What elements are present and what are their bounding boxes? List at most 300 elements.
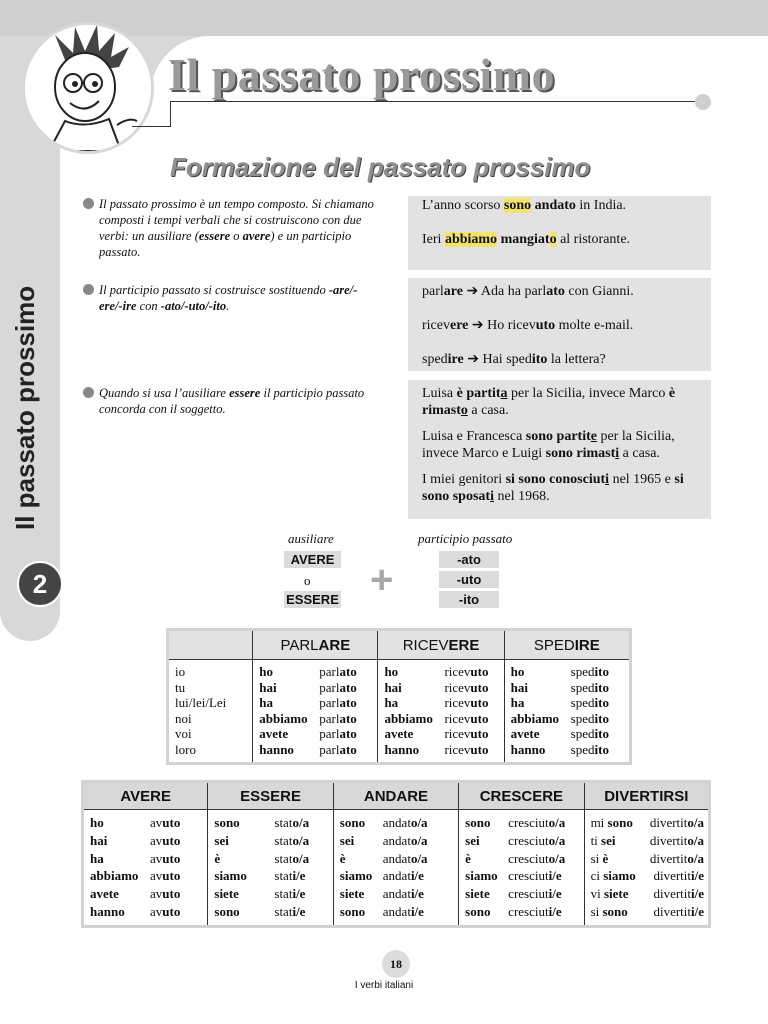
- text-segment: Luisa: [422, 386, 457, 401]
- conjugation-line: [465, 814, 579, 832]
- auxiliary: è: [465, 850, 471, 866]
- auxiliary: avete: [259, 726, 289, 742]
- bold-text: ito: [531, 352, 548, 367]
- pronoun: loro: [175, 741, 196, 757]
- table-header-andare: ANDARE: [333, 782, 458, 810]
- participle-ending: uto: [162, 850, 181, 866]
- bold-text: essere: [198, 229, 231, 243]
- aux-essere-box: ESSERE: [284, 591, 341, 608]
- auxiliary: sei: [601, 832, 616, 848]
- rule-3: [85, 385, 375, 417]
- table-header-avere: AVERE: [83, 782, 208, 810]
- pronoun-column: [168, 660, 253, 764]
- participle-stem: av: [150, 850, 163, 866]
- conjugation-line: [465, 850, 579, 868]
- participle-stem: ricev: [444, 664, 471, 679]
- conjugation-line: [259, 726, 377, 742]
- example-sentence: [422, 351, 701, 368]
- bullet-icon: [83, 198, 94, 209]
- participle-ending: i/e: [410, 868, 424, 884]
- conjugation-line: [591, 814, 704, 832]
- conjugation-column: [208, 810, 333, 927]
- rule-2: [85, 282, 375, 314]
- auxiliary: sono: [339, 815, 366, 830]
- conjugation-line: [511, 680, 629, 696]
- bullet-icon: [83, 387, 94, 398]
- participle-ending: i/e: [292, 868, 306, 884]
- conjugation-line: [90, 885, 203, 903]
- participle-stem: stat: [274, 850, 293, 866]
- auxiliary: ha: [259, 695, 273, 711]
- participle-ending: uto: [470, 741, 489, 757]
- participle-stem: divertit: [653, 903, 691, 919]
- example-sentence: [422, 317, 701, 334]
- bold-text: are: [443, 284, 463, 299]
- rule-text: [85, 385, 375, 417]
- participle-stem: ricev: [444, 741, 471, 757]
- text-segment: nel 1968.: [493, 489, 550, 504]
- auxiliary: siete: [603, 886, 629, 902]
- spacer: [633, 814, 650, 832]
- example-sentence: [422, 197, 701, 214]
- conjugation-table-regular: [166, 628, 632, 765]
- spacer: [628, 903, 654, 921]
- conjugation-line: [259, 711, 377, 727]
- table-header-row: [83, 782, 710, 810]
- chapter-number-badge: 2: [17, 561, 63, 607]
- conjugation-line: [90, 867, 203, 885]
- auxiliary: siete: [339, 886, 365, 902]
- auxiliary: avete: [384, 726, 414, 742]
- title-underline: [170, 101, 703, 102]
- bold-text: è partit: [456, 386, 501, 401]
- conjugation-line: [591, 867, 704, 885]
- title-connector-horizontal: [132, 126, 171, 127]
- spacer: [616, 832, 650, 850]
- example-sentence: [422, 471, 701, 505]
- participle-ending: ato: [339, 664, 357, 679]
- reflexive-pronoun: ci: [590, 868, 604, 884]
- participle-ending: i/e: [410, 903, 424, 919]
- table-header-spedire: [504, 630, 630, 660]
- participle-stem: andat: [382, 832, 411, 848]
- auxiliary: siamo: [214, 868, 247, 884]
- participle-stem: cresciut: [508, 886, 549, 902]
- participle-label: participio passato: [418, 531, 513, 546]
- auxiliary: hai: [510, 679, 528, 695]
- text-segment: per la Sicilia, invece Marco: [507, 386, 669, 401]
- participle-ending: ato: [339, 679, 357, 695]
- participle-ending: o/a: [687, 815, 704, 830]
- header-ending: ARE: [318, 636, 351, 654]
- auxiliary: siamo: [465, 868, 498, 884]
- participle-ending: i/e: [548, 868, 562, 884]
- participle-stem: cresciut: [508, 832, 549, 848]
- participle-ending: o/a: [687, 832, 704, 848]
- participle-ending: ito: [594, 741, 609, 757]
- auxiliary: hanno: [384, 741, 420, 757]
- participle-stem: andat: [382, 903, 411, 919]
- conjugation-line: [340, 832, 454, 850]
- auxiliary: sono: [607, 815, 633, 830]
- participle-ending: ato: [339, 710, 357, 726]
- text-segment: al ristorante.: [556, 232, 631, 247]
- participle-ending: o/a: [410, 850, 428, 866]
- conjugation-line: [90, 903, 203, 921]
- text-segment: in India.: [575, 198, 627, 213]
- conjugation-line: [384, 664, 503, 680]
- conjugation-line: [175, 664, 252, 680]
- conjugation-line: [214, 832, 328, 850]
- conjugation-line: [511, 664, 629, 680]
- conjugation-line: [175, 726, 252, 742]
- bold-text: ato: [546, 284, 565, 299]
- participle-stem: stat: [274, 903, 293, 919]
- bold-text: si sono sposat: [422, 472, 684, 504]
- participle-stem: av: [150, 868, 163, 884]
- bold-text: i: [605, 472, 610, 487]
- participle-ending: o/a: [292, 850, 310, 866]
- conjugation-line: [175, 680, 252, 696]
- conjugation-line: [90, 814, 203, 832]
- participle-stem: av: [150, 903, 163, 919]
- bold-text: -are/-ere/-ire: [99, 283, 358, 313]
- participle-stem: sped: [570, 679, 595, 695]
- participle-ending: i/e: [691, 868, 704, 884]
- auxiliary: hanno: [90, 903, 125, 919]
- pronoun: voi: [175, 726, 192, 742]
- participle-ending: uto: [162, 832, 181, 848]
- participle-ending: uto: [470, 695, 489, 711]
- text-segment: Quando si usa l’ausiliare: [99, 386, 230, 400]
- auxiliary: hai: [90, 832, 108, 848]
- plus-icon: +: [370, 558, 394, 602]
- auxiliary: è: [602, 850, 609, 866]
- participle-ending: ato: [339, 741, 357, 757]
- conjugation-line: [384, 711, 503, 727]
- conjugation-line: [511, 695, 629, 711]
- auxiliary: siete: [214, 886, 239, 902]
- participle-stem: divertit: [649, 850, 688, 866]
- conjugation-column: [83, 810, 208, 927]
- pronoun: lui/lei/Lei: [175, 695, 227, 711]
- participle-stem: av: [150, 886, 163, 902]
- participle-ending: o/a: [548, 832, 566, 848]
- example-box-3: [408, 380, 711, 519]
- conjugation-line: [340, 885, 454, 903]
- bold-text: mangiat: [500, 232, 550, 247]
- table-header-crescere: CRESCERE: [459, 782, 584, 810]
- participle-ending: o/a: [548, 850, 566, 866]
- conjugation-line: [465, 867, 579, 885]
- participle-ending: uto: [162, 886, 181, 902]
- spacer: [608, 850, 650, 868]
- auxiliary: sono: [602, 903, 628, 919]
- participle-ending: i/e: [548, 886, 562, 902]
- conjugation-column: [378, 660, 504, 764]
- text-segment: il participio passato concorda con il soggetto.: [99, 386, 365, 416]
- text-segment: parl: [422, 284, 444, 299]
- conjugation-line: [214, 814, 328, 832]
- table-header-divertirsi: DIVERTIRSI: [584, 782, 709, 810]
- auxiliary: sei: [465, 832, 480, 848]
- participle-stem: parl: [319, 695, 340, 711]
- text-segment: con: [136, 299, 161, 313]
- conjugation-line: [259, 664, 377, 680]
- text-segment: con Gianni.: [564, 284, 634, 299]
- text-segment: L’anno scorso: [422, 198, 504, 213]
- text-segment: sped: [422, 352, 448, 367]
- reflexive-pronoun: mi: [590, 815, 608, 830]
- participle-stem: andat: [382, 850, 411, 866]
- bold-text: a: [500, 386, 508, 401]
- participle-stem: ricev: [444, 679, 471, 695]
- side-label: Il passato prossimo: [10, 285, 40, 530]
- participle-stem: andat: [382, 815, 411, 830]
- conjugation-line: [214, 867, 328, 885]
- highlighted-text: sono: [503, 198, 532, 213]
- auxiliary: abbiamo: [259, 710, 308, 726]
- auxiliary: siamo: [603, 868, 636, 884]
- auxiliary: abbiamo: [384, 710, 433, 726]
- participle-stem: ricev: [444, 726, 471, 742]
- participle-stem: divertit: [649, 832, 688, 848]
- table-header-essere: ESSERE: [208, 782, 333, 810]
- auxiliary: hai: [384, 679, 402, 695]
- ending-ato-box: -ato: [439, 551, 499, 568]
- bold-text: andato: [534, 198, 576, 213]
- participle-ending: i/e: [691, 886, 704, 902]
- reflexive-pronoun: ti: [590, 832, 602, 848]
- text-segment: ➔ Hai sped: [463, 352, 532, 367]
- bold-text: uto: [535, 318, 556, 333]
- conjugation-line: [259, 742, 377, 758]
- conjugation-line: [90, 850, 203, 868]
- text-segment: molte e-mail.: [555, 318, 634, 333]
- auxiliary: sono: [465, 815, 491, 830]
- participle-ending: uto: [470, 710, 489, 726]
- participle-stem: stat: [274, 832, 293, 848]
- participle-stem: parl: [319, 679, 340, 695]
- auxiliary: ho: [259, 664, 273, 679]
- auxiliary: hanno: [510, 741, 546, 757]
- bold-text: ire: [447, 352, 464, 367]
- participle-ending: uto: [470, 679, 489, 695]
- participle-ending: i/e: [292, 886, 306, 902]
- highlighted-text: abbiamo: [444, 232, 498, 247]
- spacer: [636, 867, 654, 885]
- conjugation-line: [511, 726, 629, 742]
- participle-stem: sped: [570, 726, 595, 742]
- table-header-ricevere: [378, 630, 504, 660]
- conjugation-line: [591, 885, 704, 903]
- table-row: [83, 810, 710, 927]
- conjugation-column: [333, 810, 458, 927]
- title-dot: [695, 94, 711, 110]
- participle-stem: av: [150, 815, 163, 830]
- bold-text: ere: [449, 318, 469, 333]
- pronoun: io: [175, 664, 186, 679]
- conjugation-line: [175, 711, 252, 727]
- pronoun: noi: [175, 710, 192, 726]
- auxiliary: ho: [384, 664, 399, 679]
- text-segment: a casa.: [467, 403, 509, 418]
- ending-ito-box: -ito: [439, 591, 499, 608]
- participle-ending: o/a: [292, 832, 310, 848]
- auxiliary: hanno: [259, 741, 294, 757]
- bold-text: avere: [242, 229, 271, 243]
- bold-text: o: [460, 403, 468, 418]
- conjugation-line: [340, 814, 454, 832]
- conjugation-line: [175, 742, 252, 758]
- bold-text: sono partit: [525, 429, 591, 444]
- participle-stem: andat: [382, 886, 411, 902]
- example-box-1: [408, 196, 711, 270]
- conjugation-line: [259, 695, 377, 711]
- conjugation-line: [591, 903, 704, 921]
- participle-ending: i/e: [410, 886, 424, 902]
- participle-stem: sped: [570, 664, 595, 679]
- cartoon-character-image: [22, 22, 154, 154]
- table-row: [168, 660, 631, 764]
- text-segment: Luisa e Francesca: [422, 429, 526, 444]
- text-segment: o: [230, 229, 243, 243]
- participle-stem: ricev: [444, 710, 471, 726]
- section-subtitle: Formazione del passato prossimo: [170, 152, 591, 182]
- conjugation-line: [259, 680, 377, 696]
- aux-avere-box: AVERE: [284, 551, 341, 568]
- conjugation-table-verbs: [81, 780, 711, 928]
- participle-stem: av: [150, 832, 163, 848]
- ending-uto-box: -uto: [439, 571, 499, 588]
- bold-text: si sono conosciut: [505, 472, 606, 487]
- example-sentence: [422, 385, 701, 419]
- conjugation-line: [90, 832, 203, 850]
- participle-ending: o/a: [292, 815, 310, 830]
- rule-text: [85, 196, 375, 260]
- auxiliary: siete: [465, 886, 490, 902]
- conjugation-line: [340, 903, 454, 921]
- conjugation-line: [214, 885, 328, 903]
- text-segment: per la Sicilia, invece Marco e Luigi: [422, 429, 675, 461]
- auxiliary-label: ausiliare: [288, 531, 334, 546]
- auxiliary: sono: [214, 815, 240, 830]
- auxiliary: siamo: [339, 868, 373, 884]
- header-stem: SPED: [533, 636, 575, 654]
- participle-stem: parl: [319, 710, 340, 726]
- conjugation-column: [459, 810, 584, 927]
- text-segment: a casa.: [619, 446, 660, 461]
- bold-text: è rimast: [422, 386, 676, 418]
- rule-1: [85, 196, 375, 260]
- participle-ending: ato: [339, 726, 357, 742]
- participle-stem: sped: [570, 741, 595, 757]
- participle-ending: i/e: [292, 903, 306, 919]
- text-segment: Il participio passato si costruisce sostituendo: [99, 283, 329, 297]
- text-segment: Il passato prossimo è un tempo composto. Si chiamano composti i tempi verbali che si costruiscono con due verbi: un ausiliare (: [99, 197, 374, 243]
- conjugation-line: [175, 695, 252, 711]
- text-segment: Ieri: [422, 232, 445, 247]
- participle-stem: cresciut: [508, 850, 549, 866]
- auxiliary: è: [214, 850, 221, 866]
- reflexive-pronoun: si: [590, 850, 603, 866]
- participle-stem: sped: [570, 710, 595, 726]
- participle-stem: stat: [274, 886, 293, 902]
- auxiliary: ha: [510, 695, 525, 711]
- highlighted-text: o: [549, 232, 557, 247]
- auxiliary: avete: [510, 726, 540, 742]
- conjugation-line: [384, 726, 503, 742]
- text-segment: .: [226, 299, 230, 313]
- participle-stem: parl: [319, 664, 340, 679]
- header-ending: IRE: [574, 636, 600, 654]
- participle-stem: stat: [274, 868, 293, 884]
- participle-ending: uto: [470, 726, 489, 742]
- participle-ending: o/a: [410, 832, 428, 848]
- participle-ending: uto: [162, 815, 181, 830]
- rule-text: [85, 282, 375, 314]
- text-segment: la lettera?: [547, 352, 606, 367]
- participle-stem: cresciut: [508, 903, 549, 919]
- text-segment: ➔ Ho ricev: [468, 318, 536, 333]
- reflexive-pronoun: si: [590, 903, 603, 919]
- conjugation-line: [591, 850, 704, 868]
- participle-stem: parl: [319, 741, 340, 757]
- auxiliary: sono: [465, 903, 491, 919]
- auxiliary: abbiamo: [510, 710, 560, 726]
- participle-stem: cresciut: [508, 815, 549, 830]
- auxiliary: sono: [339, 903, 366, 919]
- auxiliary: ha: [90, 850, 104, 866]
- participle-stem: andat: [382, 868, 411, 884]
- table-header-row: [168, 630, 631, 660]
- conjugation-line: [465, 832, 579, 850]
- conjugation-line: [511, 742, 629, 758]
- example-sentence: [422, 428, 701, 462]
- auxiliary: avete: [90, 886, 119, 902]
- header-stem: RICEV: [402, 636, 449, 654]
- participle-ending: ito: [594, 726, 609, 742]
- page-number: 18: [382, 950, 410, 978]
- conjugation-line: [340, 867, 454, 885]
- pronoun: tu: [175, 679, 186, 695]
- participle-ending: ato: [339, 695, 357, 711]
- auxiliary: ha: [384, 695, 399, 711]
- conjugation-line: [384, 742, 503, 758]
- participle-ending: uto: [162, 903, 181, 919]
- auxiliary: sono: [214, 903, 240, 919]
- participle-ending: ito: [594, 664, 609, 679]
- participle-ending: o/a: [687, 850, 704, 866]
- conjugation-column: [504, 660, 630, 764]
- participle-stem: parl: [319, 726, 340, 742]
- bold-text: -ato/-uto/-ito: [160, 299, 227, 313]
- participle-ending: ito: [594, 679, 609, 695]
- conjugation-line: [511, 711, 629, 727]
- participle-stem: ricev: [444, 695, 471, 711]
- or-label: o: [304, 573, 311, 588]
- participle-stem: divertit: [649, 815, 688, 830]
- participle-stem: cresciut: [508, 868, 549, 884]
- bold-text: e: [590, 429, 597, 444]
- conjugation-column: [253, 660, 378, 764]
- example-box-2: [408, 278, 711, 371]
- text-segment: ricev: [422, 318, 450, 333]
- bold-text: i: [490, 489, 494, 504]
- conjugation-line: [340, 850, 454, 868]
- participle-ending: ito: [594, 710, 609, 726]
- table-header-parlare: [253, 630, 378, 660]
